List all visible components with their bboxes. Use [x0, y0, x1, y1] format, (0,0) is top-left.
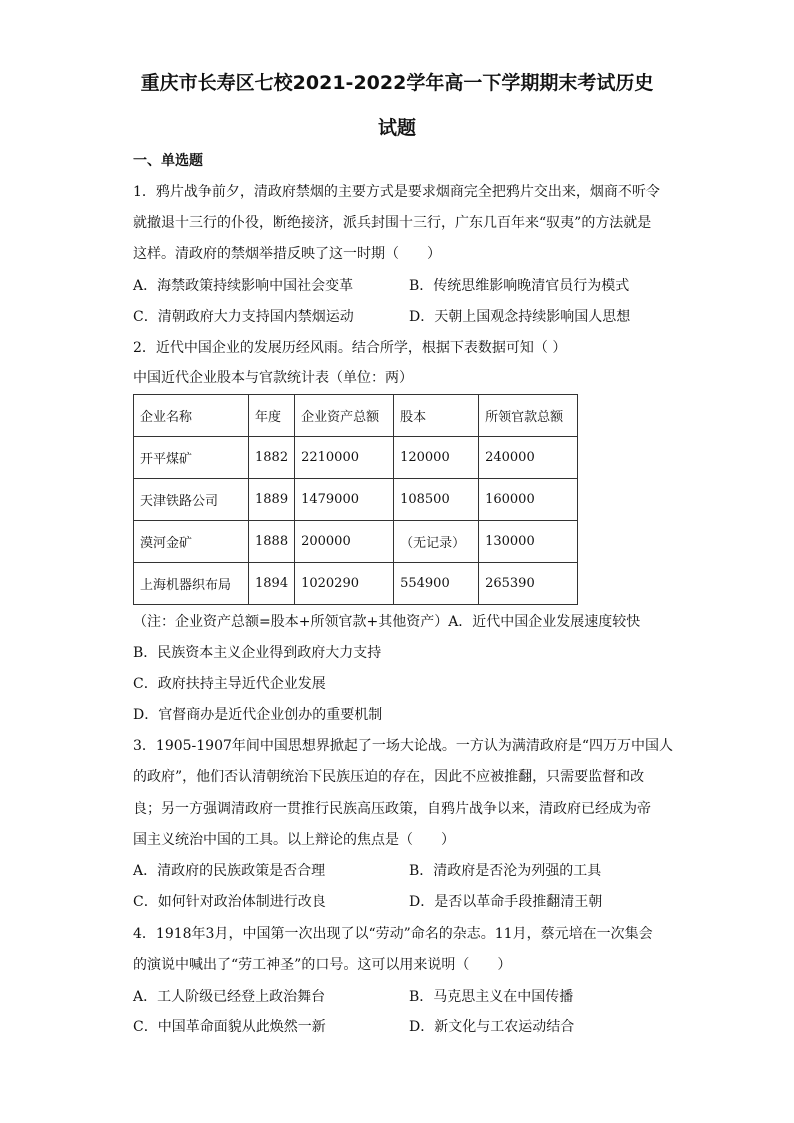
table-header-cell: 企业名称 — [134, 395, 249, 437]
exam-title-line1: 重庆市长寿区七校2021-2022学年高一下学期期末考试历史 — [140, 72, 654, 94]
table-row — [134, 437, 578, 479]
q1-stem-line1: 1．鸦片战争前夕，清政府禁烟的主要方式是要求烟商完全把鸦片交出来，烟商不听令 — [133, 184, 660, 200]
table-cell: 108500 — [394, 479, 479, 521]
exam-title-line2: 试题 — [377, 117, 416, 139]
q1-stem-line2: 就撤退十三行的仆役，断绝接济，派兵封围十三行，广东几百年来“驭夷”的方法就是 — [133, 215, 652, 231]
table-header-cell: 年度 — [249, 395, 295, 437]
q4-option-c[interactable]: C．中国革命面貌从此焕然一新 — [133, 1019, 326, 1035]
q2-stem: 2．近代中国企业的发展历经风雨。结合所学，根据下表数据可知（ ） — [133, 340, 567, 356]
table-cell: 天津铁路公司 — [134, 479, 249, 521]
q1-option-c[interactable]: C．清朝政府大力支持国内禁烟运动 — [133, 309, 354, 325]
table-row — [134, 521, 578, 563]
table-cell: 1020290 — [295, 563, 394, 605]
table-header-cell: 股本 — [394, 395, 479, 437]
table-cell: 2210000 — [295, 437, 394, 479]
table-header-row — [134, 395, 578, 437]
table-header-cell: 所领官款总额 — [479, 395, 578, 437]
table-row — [134, 479, 578, 521]
q2-option-b[interactable]: B．民族资本主义企业得到政府大力支持 — [133, 645, 382, 661]
q3-option-a[interactable]: A．清政府的民族政策是否合理 — [133, 863, 326, 879]
q2-note-and-option-a[interactable]: （注：企业资产总额=股本+所领官款+其他资产）A．近代中国企业发展速度较快 — [133, 614, 641, 630]
table-row — [134, 563, 578, 605]
q2-table-caption: 中国近代企业股本与官款统计表（单位：两） — [133, 370, 413, 386]
table-cell: 265390 — [479, 563, 578, 605]
q3-stem-line2: 的政府”，他们否认清朝统治下民族压迫的存在，因此不应被推翻，只需要监督和改 — [133, 769, 645, 785]
section-heading: 一、单选题 — [133, 153, 203, 169]
q2-option-c[interactable]: C．政府扶持主导近代企业发展 — [133, 676, 326, 692]
table-cell: 1882 — [249, 437, 295, 479]
q1-option-d[interactable]: D．天朝上国观念持续影响国人思想 — [409, 309, 631, 325]
table-cell: 1894 — [249, 563, 295, 605]
table-cell: 240000 — [479, 437, 578, 479]
q3-stem-line1: 3．1905-1907年间中国思想界掀起了一场大论战。一方认为满清政府是“四万万中国人 — [133, 738, 674, 754]
enterprise-stats-table — [133, 394, 578, 605]
table-cell: 130000 — [479, 521, 578, 563]
table-cell: 上海机器织布局 — [134, 563, 249, 605]
table-cell: 554900 — [394, 563, 479, 605]
q3-option-b[interactable]: B．清政府是否沦为列强的工具 — [409, 863, 602, 879]
q4-stem-line2: 的演说中喊出了“劳工神圣”的口号。这可以用来说明（ ） — [133, 957, 512, 973]
q1-option-a[interactable]: A．海禁政策持续影响中国社会变革 — [133, 278, 354, 294]
q3-stem-line3: 良；另一方强调清政府一贯推行民族高压政策，自鸦片战争以来，清政府已经成为帝 — [133, 801, 651, 817]
q4-option-a[interactable]: A．工人阶级已经登上政治舞台 — [133, 989, 326, 1005]
q3-option-c[interactable]: C．如何针对政治体制进行改良 — [133, 894, 326, 910]
q3-stem-line4: 国主义统治中国的工具。以上辩论的焦点是（ ） — [133, 832, 455, 848]
q4-stem-line1: 4．1918年3月，中国第一次出现了以“劳动”命名的杂志。11月，蔡元培在一次集会 — [133, 926, 653, 942]
q1-stem-line3: 这样。清政府的禁烟举措反映了这一时期（ ） — [133, 246, 441, 262]
q1-option-b[interactable]: B．传统思维影响晚清官员行为模式 — [409, 278, 630, 294]
table-cell: （无记录） — [394, 521, 479, 563]
q4-option-b[interactable]: B．马克思主义在中国传播 — [409, 989, 574, 1005]
q4-option-d[interactable]: D．新文化与工农运动结合 — [409, 1019, 575, 1035]
table-cell: 开平煤矿 — [134, 437, 249, 479]
table-cell: 1479000 — [295, 479, 394, 521]
table-cell: 漠河金矿 — [134, 521, 249, 563]
q2-option-d[interactable]: D．官督商办是近代企业创办的重要机制 — [133, 707, 383, 723]
table-cell: 1889 — [249, 479, 295, 521]
table-header-cell: 企业资产总额 — [295, 395, 394, 437]
table-cell: 160000 — [479, 479, 578, 521]
table-cell: 120000 — [394, 437, 479, 479]
q3-option-d[interactable]: D．是否以革命手段推翻清王朝 — [409, 894, 603, 910]
table-cell: 1888 — [249, 521, 295, 563]
table-cell: 200000 — [295, 521, 394, 563]
